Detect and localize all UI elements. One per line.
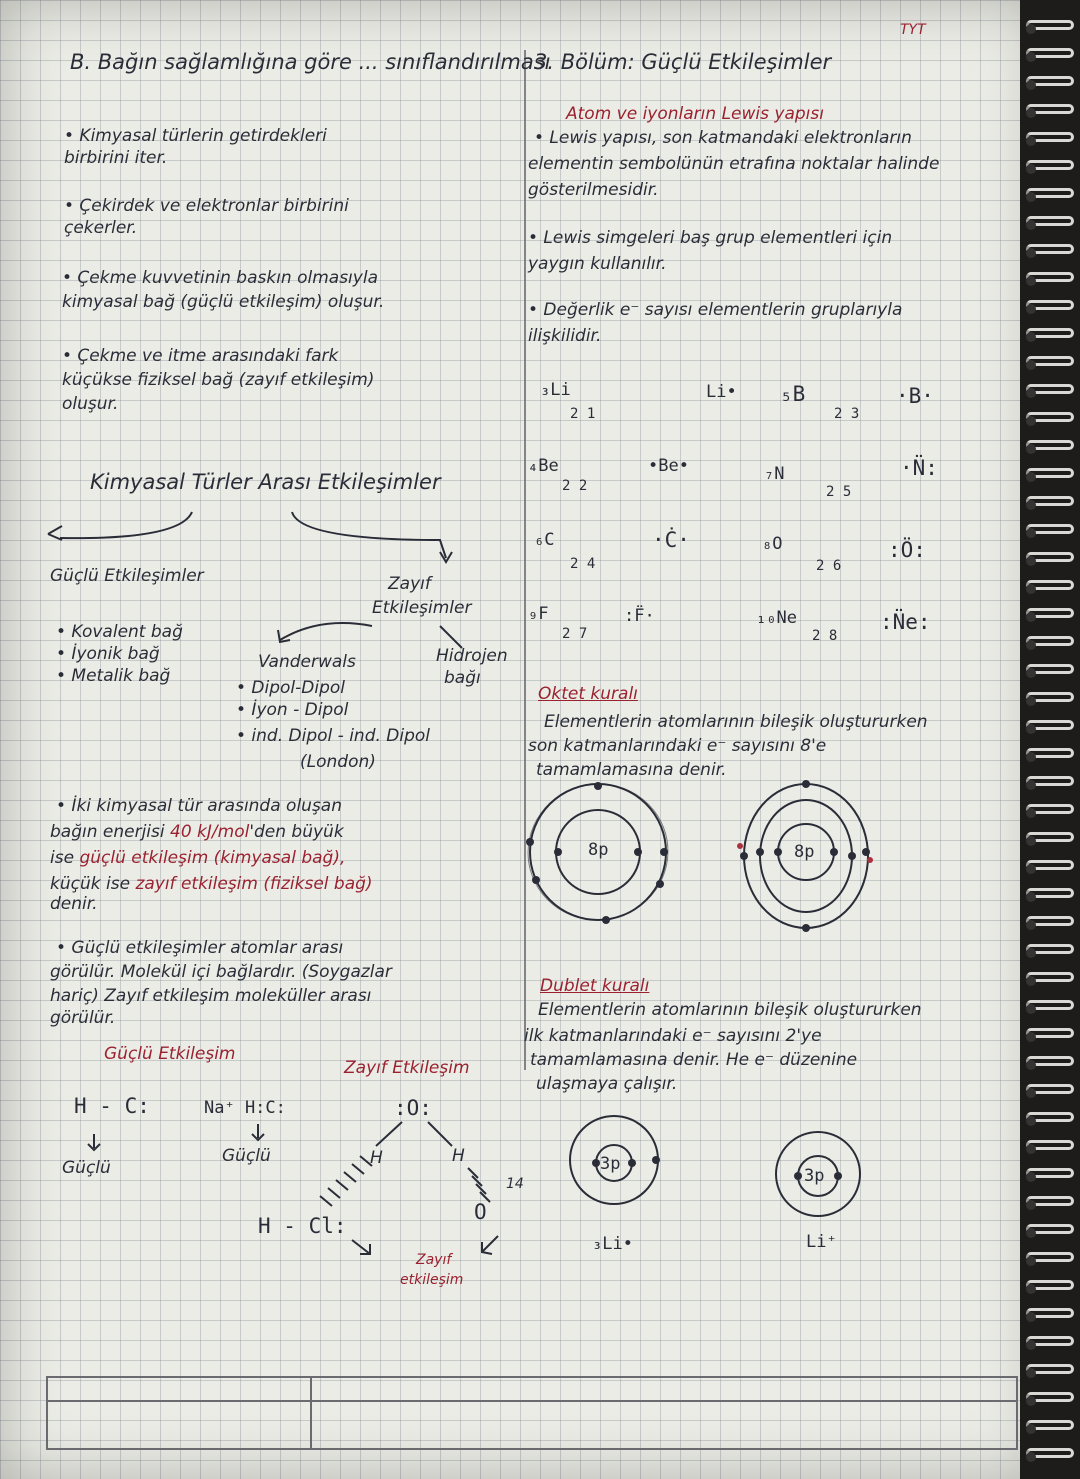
dublet-text-4: ulaşmaya çalışır. xyxy=(536,1074,678,1094)
binding-hole xyxy=(1026,304,1036,314)
binding-hole xyxy=(1026,444,1036,454)
binding-hole xyxy=(1026,808,1036,818)
binding-hole xyxy=(1026,164,1036,174)
binding-hole xyxy=(1026,668,1036,678)
element-n-lewis: ·N̈: xyxy=(900,456,938,480)
weak-heading: Zayıf xyxy=(388,574,431,594)
binding-hole xyxy=(1026,500,1036,510)
vdw-label: Vanderwals xyxy=(258,652,356,672)
bottom-box-divider xyxy=(310,1378,312,1448)
right-subtitle: Atom ve iyonların Lewis yapısı xyxy=(566,104,824,124)
na-hc-formula: Na⁺ H:C: xyxy=(204,1098,286,1118)
element-o-lewis: :Ö: xyxy=(888,538,926,562)
binding-hole xyxy=(1026,780,1036,790)
left-p3b: kimyasal bağ (güçlü etkileşim) oluşur. xyxy=(62,292,385,312)
binding-hole xyxy=(1026,1368,1036,1378)
left-p2b: çekerler. xyxy=(64,218,138,238)
element-f-symbol: ₉F xyxy=(528,604,549,624)
bottom-box-row-line xyxy=(48,1400,1016,1402)
p5c-pre: ise xyxy=(50,848,75,868)
left-p5d xyxy=(50,874,373,894)
binding-hole xyxy=(1026,248,1036,258)
binding-hole xyxy=(1026,836,1036,846)
second-oxygen: O xyxy=(474,1200,487,1224)
arrow-vdw xyxy=(280,623,372,640)
left-p1b: birbirini iter. xyxy=(64,148,168,168)
binding-hole xyxy=(1026,1396,1036,1406)
binding-hole xyxy=(1026,724,1036,734)
binding-hole xyxy=(1026,1312,1036,1322)
element-n-shells: 2 5 xyxy=(826,484,852,500)
binding-hole xyxy=(1026,1452,1036,1462)
strong-item-2: • İyonik bağ xyxy=(56,644,160,664)
weak-heading-2: Etkileşimler xyxy=(372,598,472,618)
right-p3: • Değerlik e⁻ sayısı elementlerin gruplarıyla xyxy=(528,300,903,320)
right-p2b: yaygın kullanılır. xyxy=(528,254,667,274)
binding-hole xyxy=(1026,640,1036,650)
binding-hole xyxy=(1026,752,1036,762)
left-p1: • Kimyasal türlerin getirdekleri xyxy=(64,126,327,146)
p5b-post: 'den büyük xyxy=(249,822,344,842)
element-b-lewis: ·B· xyxy=(896,384,934,408)
vdw-item-2: • İyon - Dipol xyxy=(236,700,349,720)
arrow-hbond xyxy=(440,626,462,648)
element-f-lewis: :F̈· xyxy=(624,606,655,626)
binding-hole xyxy=(1026,332,1036,342)
binding-hole xyxy=(1026,1088,1036,1098)
li-ion-label: Li⁺ xyxy=(806,1232,837,1252)
hcl-formula: H - Cl: xyxy=(258,1214,347,1238)
octet-text-1: Elementlerin atomlarının bileşik oluştururken xyxy=(544,712,928,732)
dublet-heading: Dublet kuralı xyxy=(540,976,650,996)
left-p6c: hariç) Zayıf etkileşim moleküller arası xyxy=(50,986,372,1006)
right-p3b: ilişkilidir. xyxy=(528,326,602,346)
right-p1: • Lewis yapısı, son katmandaki elektronların xyxy=(534,128,912,148)
right-p1b: elementin sembolünün etrafına noktalar halinde xyxy=(528,154,940,174)
left-p5c xyxy=(50,848,345,868)
left-title: B. Bağın sağlamlığına göre ... sınıflandırılması xyxy=(70,50,551,74)
left-p4c: oluşur. xyxy=(62,394,119,414)
hbond-label-2: bağı xyxy=(444,668,481,688)
dublet-nucleus-1: 3p xyxy=(600,1154,621,1174)
binding-hole xyxy=(1026,220,1036,230)
water-oxygen: :O: xyxy=(394,1096,432,1120)
binding-hole xyxy=(1026,136,1036,146)
page-corner-label: TYT xyxy=(900,22,926,38)
element-c-symbol: ₆C xyxy=(534,530,555,550)
binding-hole xyxy=(1026,388,1036,398)
london-label: (London) xyxy=(300,752,376,772)
element-b-shells: 2 3 xyxy=(834,406,860,422)
right-p1c: gösterilmesidir. xyxy=(528,180,659,200)
vdw-item-1: • Dipol-Dipol xyxy=(236,678,346,698)
binding-hole xyxy=(1026,1144,1036,1154)
weak-annotation-2: etkileşim xyxy=(400,1272,464,1288)
element-c-lewis: ·Ċ· xyxy=(652,528,690,552)
bottom-table-box xyxy=(46,1376,1018,1450)
element-f-shells: 2 7 xyxy=(562,626,588,642)
binding-hole xyxy=(1026,920,1036,930)
dublet-nucleus-2: 3p xyxy=(804,1166,825,1186)
vdw-item-3: • ind. Dipol - ind. Dipol xyxy=(236,726,431,746)
octet-text-3: tamamlamasına denir. xyxy=(536,760,727,780)
dublet-text-2: ilk katmanlarındaki e⁻ sayısını 2'ye xyxy=(524,1026,822,1046)
binding-hole xyxy=(1026,696,1036,706)
diagram-title: Kimyasal Türler Arası Etkileşimler xyxy=(90,470,441,494)
binding-hole xyxy=(1026,612,1036,622)
annotation-14: 14 xyxy=(506,1176,524,1192)
binding-hole xyxy=(1026,1228,1036,1238)
energy-threshold: 40 kJ/mol xyxy=(170,822,250,842)
element-ne-symbol: ₁₀Ne xyxy=(756,608,797,628)
binding-hole xyxy=(1026,416,1036,426)
left-p5b xyxy=(50,822,344,842)
strong-item-3: • Metalik bağ xyxy=(56,666,171,686)
left-p4: • Çekme ve itme arasındaki fark xyxy=(62,346,339,366)
binding-hole xyxy=(1026,1256,1036,1266)
arrow-strong xyxy=(60,512,192,538)
binding-hole xyxy=(1026,192,1036,202)
binding-hole xyxy=(1026,108,1036,118)
binding-hole xyxy=(1026,1004,1036,1014)
element-be-symbol: ₄Be xyxy=(528,456,559,476)
binding-hole xyxy=(1026,1340,1036,1350)
binding-hole xyxy=(1026,1116,1036,1126)
p5c-red: güçlü etkileşim (kimyasal bağ), xyxy=(79,848,346,868)
p5b-pre: bağın enerjisi xyxy=(50,822,165,842)
binding-hole xyxy=(1026,276,1036,286)
strong-item-1: • Kovalent bağ xyxy=(56,622,183,642)
binding-hole xyxy=(1026,1032,1036,1042)
left-p5e: denir. xyxy=(50,894,98,914)
water-h1: H xyxy=(370,1148,383,1168)
left-p4b: küçükse fiziksel bağ (zayıf etkileşim) xyxy=(62,370,375,390)
binding-hole xyxy=(1026,892,1036,902)
binding-hole xyxy=(1026,24,1036,34)
element-o-symbol: ₈O xyxy=(762,534,783,554)
arrow-weak xyxy=(292,512,446,558)
element-c-shells: 2 4 xyxy=(570,556,596,572)
octet-text-2: son katmanlarındaki e⁻ sayısını 8'e xyxy=(528,736,827,756)
binding-hole xyxy=(1026,528,1036,538)
left-p5: • İki kimyasal tür arasında oluşan xyxy=(56,796,342,816)
element-b-symbol: ₅B xyxy=(780,382,806,406)
binding-hole xyxy=(1026,556,1036,566)
binding-hole xyxy=(1026,1200,1036,1210)
binding-hole xyxy=(1026,1284,1036,1294)
element-n-symbol: ₇N xyxy=(764,464,785,484)
binding-hole xyxy=(1026,1060,1036,1070)
element-o-shells: 2 6 xyxy=(816,558,842,574)
element-li-shells: 2 1 xyxy=(570,406,596,422)
p5d-red: zayıf etkileşim (fiziksel bağ) xyxy=(135,874,373,894)
left-p6d: görülür. xyxy=(50,1008,116,1028)
strong-interaction-label: Güçlü Etkileşim xyxy=(104,1044,236,1064)
right-p2: • Lewis simgeleri baş grup elementleri için xyxy=(528,228,893,248)
left-p3: • Çekme kuvvetinin baskın olmasıyla xyxy=(62,268,378,288)
binding-hole xyxy=(1026,864,1036,874)
binding-hole xyxy=(1026,1172,1036,1182)
binding-hole xyxy=(1026,52,1036,62)
element-li-symbol: ₃Li xyxy=(540,380,571,400)
octet-heading: Oktet kuralı xyxy=(538,684,638,704)
strong-note-2: Güçlü xyxy=(222,1146,271,1166)
left-p6b: görülür. Molekül içi bağlardır. (Soygazlar xyxy=(50,962,392,982)
binding-hole xyxy=(1026,80,1036,90)
binding-hole xyxy=(1026,584,1036,594)
octet-nucleus-1: 8p xyxy=(588,840,609,860)
weak-interaction-label: Zayıf Etkileşim xyxy=(344,1058,470,1078)
binding-hole xyxy=(1026,976,1036,986)
element-ne-shells: 2 8 xyxy=(812,628,838,644)
li-atom-label: ₃Li• xyxy=(592,1234,633,1254)
weak-annotation: Zayıf xyxy=(416,1252,452,1268)
p5d-pre: küçük ise xyxy=(50,874,131,894)
element-be-lewis: •Be• xyxy=(648,456,689,476)
h-c-formula: H - C: xyxy=(74,1094,150,1118)
dublet-text-1: Elementlerin atomlarının bileşik oluştururken xyxy=(538,1000,922,1020)
binding-hole xyxy=(1026,472,1036,482)
element-ne-lewis: :N̈e: xyxy=(880,610,931,634)
dublet-text-3: tamamlamasına denir. He e⁻ düzenine xyxy=(530,1050,858,1070)
binding-hole xyxy=(1026,948,1036,958)
strong-heading: Güçlü Etkileşimler xyxy=(50,566,204,586)
hbond-label: Hidrojen xyxy=(436,646,508,666)
element-li-lewis: Li• xyxy=(706,382,737,402)
left-p2: • Çekirdek ve elektronlar birbirini xyxy=(64,196,349,216)
right-title: 3. Bölüm: Güçlü Etkileşimler xyxy=(534,50,832,74)
binding-hole xyxy=(1026,360,1036,370)
strong-note-1: Güçlü xyxy=(62,1158,111,1178)
binding-hole xyxy=(1026,1424,1036,1434)
left-p6: • Güçlü etkileşimler atomlar arası xyxy=(56,938,344,958)
water-h2: H xyxy=(452,1146,465,1166)
octet-nucleus-2: 8p xyxy=(794,842,815,862)
element-be-shells: 2 2 xyxy=(562,478,588,494)
